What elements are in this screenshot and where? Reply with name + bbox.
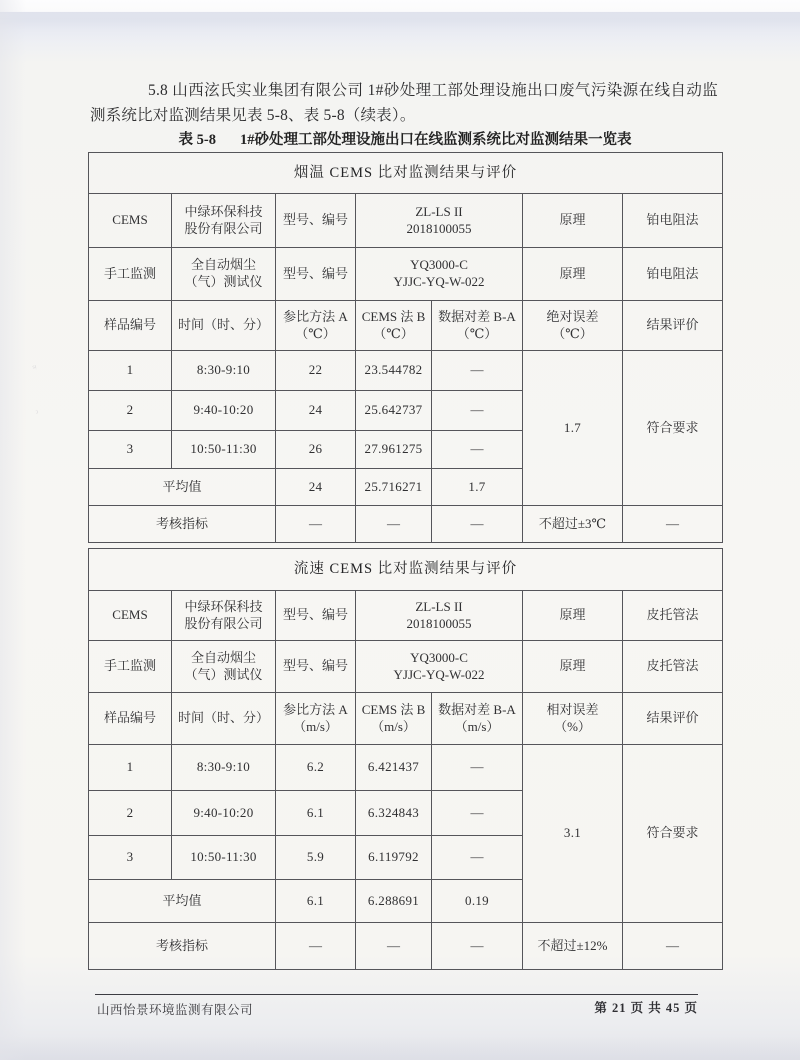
cell-cems-value: 6.324843 [356, 791, 432, 836]
cell-reference-value: 6.1 [276, 791, 356, 836]
table-row [89, 641, 723, 693]
margin-smudge: ᵓ [34, 407, 40, 420]
manufacturer-line1: 中绿环保科技 [184, 203, 263, 219]
temperature-cems-table [88, 152, 723, 543]
instrument-line1: 全自动烟尘 [190, 649, 256, 665]
serial-number: YJJC-YQ-W-022 [393, 666, 485, 682]
table-row [89, 153, 723, 194]
col-header-time [172, 693, 276, 745]
cell-criteria-label: 考核指标 [89, 506, 276, 543]
cell-principle-value: 铂电阻法 [623, 248, 723, 301]
cell-time: 10:50-11:30 [172, 431, 276, 469]
col-header-error [523, 693, 623, 745]
table-caption-title: 1#砂处理工部处理设施出口在线监测系统比对监测结果一览表 [239, 132, 632, 148]
scan-artifact-left-edge [0, 0, 26, 1060]
cell-time: 10:50-11:30 [172, 836, 276, 880]
col-header-diff [432, 301, 523, 351]
cell-sample-no: 3 [89, 836, 172, 880]
model-number: YQ3000-C [410, 257, 468, 273]
cell-diff-value: — [432, 351, 523, 391]
manufacturer-line2: 股份有限公司 [184, 615, 263, 631]
cell-principle-value: 铂电阻法 [623, 194, 723, 248]
cell-average-reference: 24 [276, 469, 356, 506]
cell-sample-no: 3 [89, 431, 172, 469]
header-unit: （℃） [295, 325, 336, 341]
cell-model-serial [356, 194, 523, 248]
cell-cems-value: 27.961275 [356, 431, 432, 469]
header-label: 数据对差 B-A [438, 308, 516, 324]
cell-relative-error: 3.1 [523, 745, 623, 923]
cell-manufacturer [172, 591, 276, 641]
table-caption-label: 表 5-8 [178, 132, 216, 148]
cell-reference-value: 24 [276, 391, 356, 431]
cell-cems-value: 6.119792 [356, 836, 432, 880]
header-unit: （℃） [552, 325, 593, 341]
table-caption [88, 128, 722, 149]
velocity-cems-table [88, 548, 723, 970]
cell-sample-no: 1 [89, 745, 172, 791]
model-number: ZL-LS II [415, 598, 463, 614]
footer-company: 山西怡景环境监测有限公司 [97, 1003, 254, 1017]
cell-diff-value: — [432, 791, 523, 836]
table-row [89, 591, 723, 641]
header-label: 结果评价 [646, 317, 699, 333]
table-section-title: 烟温 CEMS 比对监测结果与评价 [89, 153, 723, 194]
cell-model-serial [356, 248, 523, 301]
header-unit: （%） [554, 718, 591, 734]
header-label: 参比方法 A [283, 308, 348, 324]
cell-reference-value: 5.9 [276, 836, 356, 880]
cell-criteria-dash: — [623, 506, 723, 543]
instrument-line1: 全自动烟尘 [190, 257, 256, 273]
header-label: 参比方法 A [283, 701, 348, 717]
cell-reference-value: 22 [276, 351, 356, 391]
header-label: 时间（时、分） [177, 710, 269, 726]
header-label: 样品编号 [103, 317, 156, 333]
cell-cems-value: 23.544782 [356, 351, 432, 391]
cell-model-label: 型号、编号 [276, 591, 356, 641]
cell-model-serial [356, 591, 523, 641]
header-label: CEMS 法 B [361, 701, 426, 717]
header-unit: （m/s） [454, 718, 500, 734]
cell-reference-value: 6.2 [276, 745, 356, 791]
cell-criteria-dash: — [276, 506, 356, 543]
instrument-line2: （气）测试仪 [184, 666, 263, 682]
cell-instrument [172, 641, 276, 693]
cell-criteria-dash: — [432, 923, 523, 970]
header-label: 结果评价 [646, 710, 699, 726]
col-header-reference [276, 301, 356, 351]
col-header-sample-no [89, 301, 172, 351]
cell-average-reference: 6.1 [276, 880, 356, 923]
header-unit: （m/s） [293, 718, 338, 734]
cell-sample-no: 2 [89, 391, 172, 431]
col-header-cems [356, 301, 432, 351]
cell-diff-value: — [432, 745, 523, 791]
instrument-line2: （气）测试仪 [184, 274, 263, 289]
col-header-time [172, 301, 276, 351]
footer-page-number: 第 21 页 共 45 页 [594, 1001, 698, 1015]
cell-criteria-label: 考核指标 [89, 923, 276, 970]
cell-average-diff: 0.19 [432, 880, 523, 923]
cell-criteria-dash: — [356, 506, 432, 543]
col-header-cems [356, 693, 432, 745]
cell-system-label: 手工监测 [89, 641, 172, 693]
cell-time: 9:40-10:20 [172, 791, 276, 836]
table-row [89, 248, 723, 301]
cell-principle-label: 原理 [523, 641, 623, 693]
header-unit: （℃） [373, 325, 414, 341]
cell-principle-value: 皮托管法 [623, 591, 723, 641]
cell-average-label: 平均值 [89, 880, 276, 923]
table-header-row [89, 693, 723, 745]
cell-manufacturer [172, 194, 276, 248]
table-row [89, 194, 723, 248]
cell-average-cems: 25.716271 [356, 469, 432, 506]
intro-paragraph: 5.8 山西泫氏实业集团有限公司 1#砂处理工部处理设施出口废气污染源在线自动监测系统比对监测结果见表 5-8、表 5-8（续表）。 [90, 82, 718, 125]
cell-criteria-dash: — [623, 923, 723, 970]
sample-row [89, 745, 723, 791]
cell-sample-no: 2 [89, 791, 172, 836]
cell-model-label: 型号、编号 [276, 641, 356, 693]
col-header-diff [432, 693, 523, 745]
header-label: 时间（时、分） [177, 317, 269, 333]
col-header-result [623, 693, 723, 745]
cell-model-label: 型号、编号 [276, 194, 356, 248]
cell-diff-value: — [432, 431, 523, 469]
header-label: 数据对差 B-A [438, 701, 516, 717]
cell-time: 8:30-9:10 [172, 745, 276, 791]
header-label: 样品编号 [103, 710, 156, 726]
cell-system-label: CEMS [89, 194, 172, 248]
col-header-result [623, 301, 723, 351]
sample-row [89, 351, 723, 391]
header-label: 绝对误差 [546, 308, 599, 324]
cell-criteria-limit: 不超过±3℃ [523, 506, 623, 543]
cell-average-cems: 6.288691 [356, 880, 432, 923]
cell-criteria-dash: — [432, 506, 523, 543]
table-header-row [89, 301, 723, 351]
cell-principle-value: 皮托管法 [623, 641, 723, 693]
margin-smudge: ˢᵎ [31, 362, 38, 375]
cell-principle-label: 原理 [523, 591, 623, 641]
manufacturer-line1: 中绿环保科技 [184, 598, 263, 614]
scan-artifact-top-band [0, 12, 800, 42]
criteria-row [89, 506, 723, 543]
model-number: YQ3000-C [410, 649, 468, 665]
cell-criteria-dash: — [276, 923, 356, 970]
col-header-sample-no [89, 693, 172, 745]
cell-average-diff: 1.7 [432, 469, 523, 506]
cell-instrument [172, 248, 276, 301]
cell-evaluation: 符合要求 [623, 351, 723, 506]
col-header-reference [276, 693, 356, 745]
header-unit: （m/s） [371, 718, 416, 734]
cell-cems-value: 25.642737 [356, 391, 432, 431]
table-section-title: 流速 CEMS 比对监测结果与评价 [89, 549, 723, 591]
serial-number: 2018100055 [406, 220, 472, 236]
serial-number: 2018100055 [406, 615, 472, 631]
cell-average-label: 平均值 [89, 469, 276, 506]
serial-number: YJJC-YQ-W-022 [393, 274, 485, 289]
cell-principle-label: 原理 [523, 194, 623, 248]
cell-criteria-dash: — [356, 923, 432, 970]
criteria-row [89, 923, 723, 970]
cell-model-serial [356, 641, 523, 693]
cell-diff-value: — [432, 391, 523, 431]
cell-time: 9:40-10:20 [172, 391, 276, 431]
cell-system-label: CEMS [89, 591, 172, 641]
header-label: CEMS 法 B [361, 308, 426, 324]
model-number: ZL-LS II [415, 203, 463, 219]
cell-absolute-error: 1.7 [523, 351, 623, 506]
footer-rule [95, 994, 698, 995]
table-row [89, 549, 723, 591]
cell-principle-label: 原理 [523, 248, 623, 301]
cell-model-label: 型号、编号 [276, 248, 356, 301]
cell-diff-value: — [432, 836, 523, 880]
col-header-error [523, 301, 623, 351]
manufacturer-line2: 股份有限公司 [184, 220, 263, 236]
cell-sample-no: 1 [89, 351, 172, 391]
cell-system-label: 手工监测 [89, 248, 172, 301]
cell-criteria-limit: 不超过±12% [523, 923, 623, 970]
cell-time: 8:30-9:10 [172, 351, 276, 391]
cell-evaluation: 符合要求 [623, 745, 723, 923]
cell-reference-value: 26 [276, 431, 356, 469]
scan-artifact-bottom-band [0, 1036, 800, 1060]
header-unit: （℃） [456, 325, 498, 341]
header-label: 相对误差 [546, 701, 599, 717]
cell-cems-value: 6.421437 [356, 745, 432, 791]
